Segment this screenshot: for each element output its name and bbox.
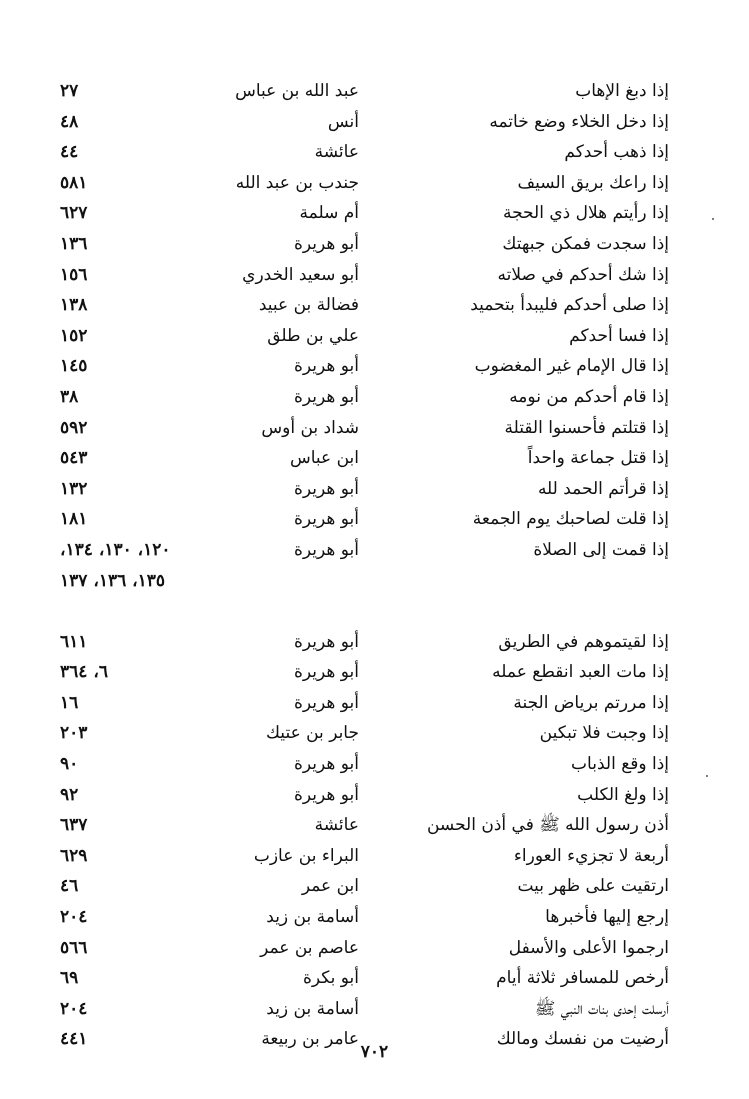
- hadith-text: إذا قال الإمام غير المغضوب: [474, 356, 669, 377]
- page-refs: ٤٨: [60, 111, 79, 132]
- page-refs: ٢٠٤: [60, 907, 88, 928]
- narrator-name: جابر بن عتيك: [265, 723, 359, 744]
- hadith-text: إذا دبغ الإهاب: [575, 81, 669, 101]
- narrator-name: ابن عباس: [289, 448, 359, 469]
- hadith-text: إذا صلى أحدكم فليبدأ بتحميد: [470, 295, 669, 316]
- index-row: [0, 749, 749, 780]
- hadith-text: إذا قتلتم فأحسنوا القتلة: [504, 417, 669, 438]
- narrator-name: عائشة: [314, 142, 359, 163]
- index-row: [0, 902, 749, 933]
- page-refs: ١٨١: [60, 509, 88, 530]
- page-refs: ٩٢: [60, 784, 79, 805]
- index-row: [0, 137, 749, 168]
- narrator-name: عبد الله بن عباس: [235, 81, 359, 101]
- page-refs: ٥٨١: [60, 172, 88, 193]
- hadith-text: إذا قرأتم الحمد لله: [537, 478, 669, 499]
- hadith-text: إذا قمت إلى الصلاة: [533, 539, 669, 560]
- page-refs: ١٣٨: [60, 295, 88, 316]
- hadith-text: إذا وقع الذباب: [571, 754, 669, 775]
- narrator-name: عامر بن ربيعة: [261, 1029, 359, 1050]
- narrator-name: عاصم بن عمر: [260, 937, 359, 958]
- narrator-name: البراء بن عازب: [253, 845, 359, 866]
- hadith-text: ارجموا الأعلى والأسفل: [508, 937, 669, 958]
- index-row: [0, 198, 749, 229]
- narrator-name: أبو هريرة: [293, 356, 359, 377]
- hadith-text: إذا رأيتم هلال ذي الحجة: [502, 203, 669, 224]
- page-refs: ١٥٦: [60, 264, 88, 285]
- hadith-index-list: [0, 76, 749, 1055]
- index-row: [0, 107, 749, 138]
- index-row: [0, 718, 749, 749]
- hadith-text: إرجع إليها فأخبرها: [545, 907, 669, 928]
- index-row: [0, 290, 749, 321]
- scan-speck: [706, 775, 708, 777]
- index-row: [0, 627, 749, 658]
- hadith-text: إذا لقيتموهم في الطريق: [498, 631, 669, 652]
- index-row: [0, 841, 749, 872]
- scan-speck: [712, 218, 714, 220]
- index-row: [0, 382, 749, 413]
- index-row: [0, 413, 749, 444]
- hadith-text: إذا مررتم برياض الجنة: [513, 692, 669, 713]
- page-refs: ٦٣٧: [60, 815, 88, 836]
- hadith-text: إذا قام أحدكم من نومه: [509, 386, 669, 407]
- index-row: [0, 168, 749, 199]
- page-refs: ١٤٥: [60, 356, 88, 377]
- narrator-name: جندب بن عبد الله: [235, 172, 359, 193]
- narrator-name: أبو بكرة: [302, 968, 359, 989]
- narrator-name: أبو هريرة: [293, 539, 359, 560]
- narrator-name: علي بن طلق: [267, 325, 359, 346]
- hadith-text: أذن رسول الله ﷺ في أذن الحسن: [426, 815, 669, 836]
- hadith-text: أربعة لا تجزيء العوراء: [513, 845, 669, 866]
- index-row: [0, 260, 749, 291]
- page-refs: ١٢٠، ١٣٠، ١٣٤،: [60, 539, 171, 560]
- narrator-name: شداد بن أوس: [261, 417, 359, 438]
- narrator-name: أبو هريرة: [293, 233, 359, 254]
- index-row: [0, 443, 749, 474]
- narrator-name: أبو هريرة: [293, 754, 359, 775]
- index-row: [0, 351, 749, 382]
- hadith-text: إذا شك أحدكم في صلاته: [497, 264, 669, 285]
- index-row: [0, 76, 749, 107]
- hadith-text: إذا فسا أحدكم: [569, 325, 669, 346]
- index-row: [0, 535, 749, 566]
- page-refs: ٥٦٦: [60, 937, 88, 958]
- page-refs: ٥٩٢: [60, 417, 88, 438]
- hadith-text: إذا قلت لصاحبك يوم الجمعة: [472, 509, 669, 530]
- hadith-text: إذا ولغ الكلب: [577, 784, 669, 805]
- hadith-text: أرخص للمسافر ثلاثة أيام: [496, 968, 669, 989]
- page-refs: ٦٢٧: [60, 203, 88, 224]
- page-refs: ٩٠: [60, 754, 79, 775]
- narrator-name: أسامة بن زيد: [266, 998, 359, 1019]
- index-row: [0, 963, 749, 994]
- narrator-name: أبو هريرة: [293, 386, 359, 407]
- narrator-name: فضالة بن عبيد: [258, 295, 359, 316]
- index-row: [0, 810, 749, 841]
- index-row: [0, 566, 749, 597]
- page-refs: ٢٠٤: [60, 998, 88, 1019]
- page-refs: ٥٤٣: [60, 448, 88, 469]
- hadith-text: إذا وجبت فلا تبكين: [539, 723, 669, 744]
- index-row: [0, 933, 749, 964]
- page-refs: ١٣٥، ١٣٦، ١٣٧: [60, 570, 166, 591]
- hadith-text: إذا دخل الخلاء وضع خاتمه: [489, 111, 669, 132]
- narrator-name: أنس: [327, 111, 359, 132]
- narrator-name: أبو هريرة: [293, 478, 359, 499]
- index-row: [0, 596, 749, 627]
- page-refs: ٣٨: [60, 386, 79, 407]
- narrator-name: ابن عمر: [301, 876, 359, 897]
- index-row: [0, 321, 749, 352]
- index-row: [0, 504, 749, 535]
- page-refs: ١٥٢: [60, 325, 88, 346]
- page-refs: ١٣٢: [60, 478, 88, 499]
- index-row: [0, 688, 749, 719]
- page-refs: ١٣٦: [60, 233, 88, 254]
- index-row: [0, 871, 749, 902]
- hadith-text: إذا قتل جماعة واحداً: [527, 448, 669, 469]
- hadith-text: أرضيت من نفسك ومالك: [496, 1029, 669, 1050]
- hadith-text: إذا ذهب أحدكم: [564, 142, 669, 163]
- page-number: ٧٠٢: [360, 1042, 389, 1062]
- index-row: [0, 780, 749, 811]
- narrator-name: عائشة: [314, 815, 359, 836]
- hadith-text: أرسلت إحدى بنات النبي ﷺ: [534, 998, 669, 1019]
- hadith-text: إذا سجدت فمكن جبهتك: [502, 233, 669, 254]
- hadith-text: إذا مات العبد انقطع عمله: [492, 662, 669, 683]
- narrator-name: أبو هريرة: [293, 692, 359, 713]
- index-row: [0, 474, 749, 505]
- index-row: [0, 229, 749, 260]
- page-refs: ٤٦: [60, 876, 79, 897]
- narrator-name: أسامة بن زيد: [266, 907, 359, 928]
- narrator-name: أبو هريرة: [293, 784, 359, 805]
- page-refs: ٦٢٩: [60, 845, 88, 866]
- page-refs: ٦، ٣٦٤: [60, 662, 108, 683]
- page-refs: ١٦: [60, 692, 79, 713]
- hadith-text: ارتقيت على ظهر بيت: [517, 876, 669, 897]
- narrator-name: أم سلمة: [299, 203, 359, 224]
- index-row: [0, 657, 749, 688]
- page-refs: ٦١١: [60, 631, 88, 652]
- page-refs: ٦٩: [60, 968, 79, 989]
- page-refs: ٢٧: [60, 81, 79, 101]
- page-refs: ٤٤: [60, 142, 79, 163]
- narrator-name: أبو هريرة: [293, 509, 359, 530]
- narrator-name: أبو سعيد الخدري: [242, 264, 359, 285]
- page-refs: ٤٤١: [60, 1029, 88, 1050]
- narrator-name: أبو هريرة: [293, 662, 359, 683]
- page-refs: ٢٠٣: [60, 723, 88, 744]
- narrator-name: أبو هريرة: [293, 631, 359, 652]
- hadith-text: إذا راعك بريق السيف: [517, 172, 669, 193]
- index-row: [0, 994, 749, 1025]
